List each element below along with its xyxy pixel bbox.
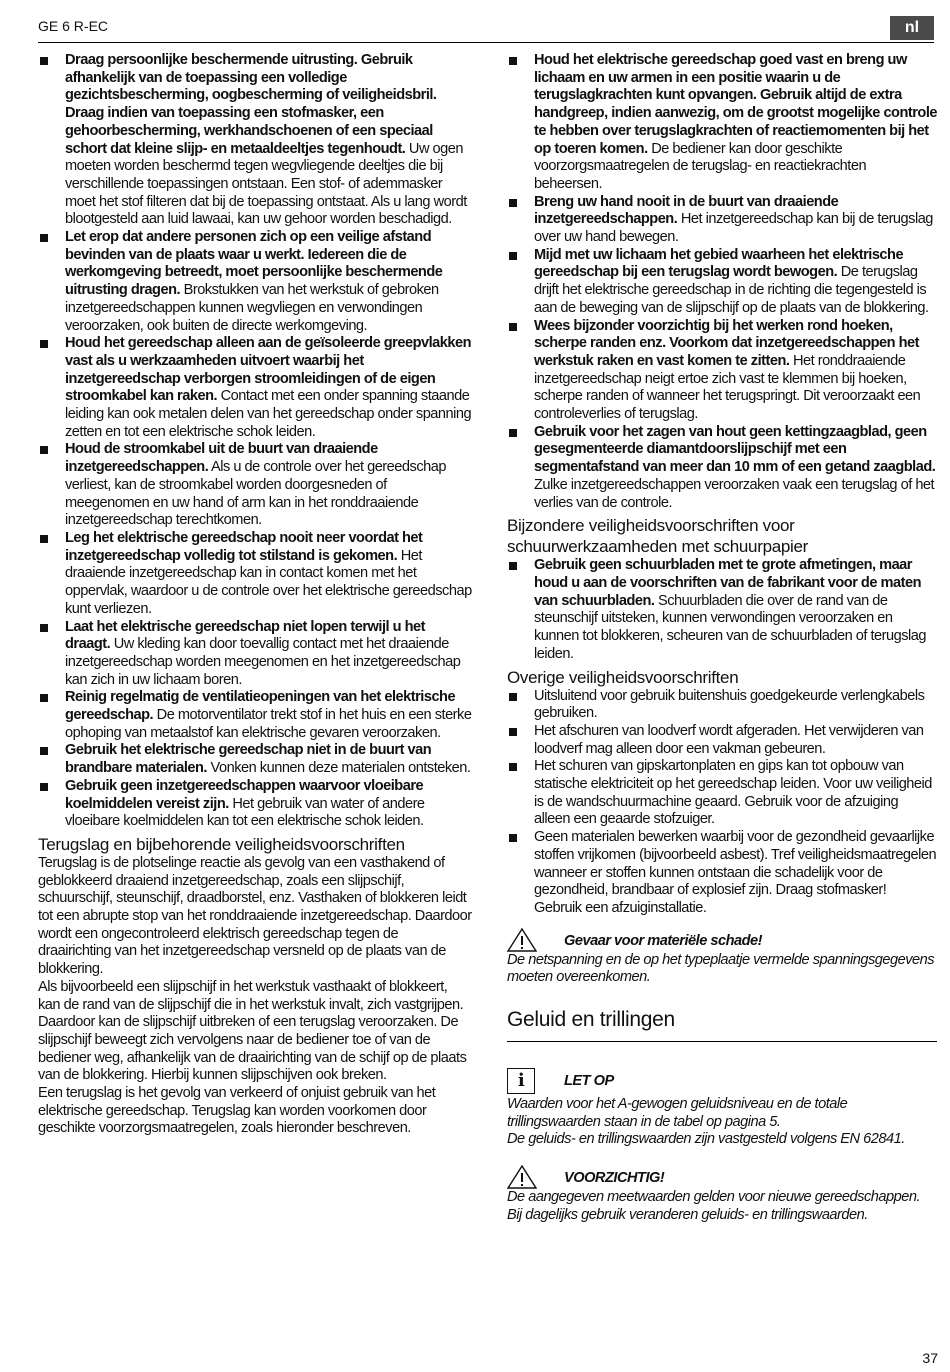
list-item: [38, 335, 472, 441]
item-text: Het gebruik van water of andere vloeibare koelmiddelen kan tot een elektrische schok leiden.: [65, 795, 425, 830]
kickback-paragraph-1: Terugslag is de plotselinge reactie als gevolg van een vasthakend of geblokkeerd draaiend inzetgereedschap, zoals een slijpschijf, schuurschijf, steunschijf, draadborstel, enz. Vasthaken of blokkeren leidt tot een abrupte stop van het ronddraaiende inzetgereedschap. Daardoor wordt een ongecontroleerd elektrisch gereedschap tegen de draairichting van het inzetgereedschap versneld op de plaats van de blokkering.: [38, 854, 472, 978]
note-text-2: De geluids- en trillingswaarden zijn vastgesteld volgens EN 62841.: [507, 1131, 905, 1148]
language-badge: nl: [890, 16, 934, 40]
square-bullet-icon: [509, 57, 517, 65]
item-bold-text: Houd de stroomkabel uit de buurt van draaiende inzetgereedschappen.: [65, 441, 378, 476]
square-bullet-icon: [509, 763, 517, 771]
list-item: [38, 742, 472, 777]
square-bullet-icon: [40, 747, 48, 755]
item-bold-text: Reinig regelmatig de ventilatieopeningen van het elektrische gereedschap.: [65, 689, 456, 724]
square-bullet-icon: [40, 340, 48, 348]
item-bold-text: Houd het elektrische gereedschap goed vast en breng uw lichaam en uw armen in een positie waarin u de terugslagkrachten kunt opvangen. Gebruik altijd de extra handgreep, indien aanwezig, om de grootst mogelijke controle te hebben over terugslagkrachten of reactiemomenten bij het op toeren komen.: [534, 52, 938, 157]
item-bold-text: Leg het elektrische gereedschap nooit neer voordat het inzetgereedschap volledig tot stilstand is gekomen.: [65, 529, 423, 564]
square-bullet-icon: [509, 429, 517, 437]
item-text: Uitsluitend voor gebruik buitenshuis goedgekeurde verlengkabels gebruiken.: [534, 687, 925, 722]
item-text: Het ronddraaiende inzetgereedschap neigt ertoe zich vast te klemmen bij hoeken, scherpe randen of wanneer het terugspringt. Dit veroorzaakt een controleverlies of terugslag.: [534, 352, 921, 423]
left-column: [38, 52, 472, 1138]
list-item: [507, 758, 937, 829]
list-item: [38, 229, 472, 335]
square-bullet-icon: [509, 323, 517, 331]
caution-text-2: Bij dagelijks gebruik veranderen geluids- en trillingswaarden.: [507, 1206, 868, 1223]
sanding-safety-list: [507, 557, 937, 663]
kickback-paragraph-3: Een terugslag is het gevolg van verkeerd of onjuist gebruik van het elektrische gereedschap. Terugslag kan worden voorkomen door geschikte voorzorgsmaatregelen, zoals hieronder beschreven.: [38, 1085, 436, 1137]
square-bullet-icon: [40, 694, 48, 702]
item-text: Het inzetgereedschap kan bij de terugslag over uw hand bewegen.: [534, 211, 933, 246]
left-safety-list: [38, 52, 472, 831]
item-bold-text: Breng uw hand nooit in de buurt van draaiende inzetgereedschappen.: [534, 193, 839, 228]
list-item: [38, 441, 472, 530]
caution-text-1: De aangegeven meetwaarden gelden voor nieuwe gereedschappen.: [507, 1189, 921, 1206]
item-bold-text: Laat het elektrische gereedschap niet lopen terwijl u het draagt.: [65, 618, 425, 653]
model-name: GE 6 R-EC: [38, 18, 109, 34]
list-item: [507, 52, 937, 194]
list-item: [38, 530, 472, 619]
list-item: [507, 318, 937, 424]
noise-heading: Geluid en trillingen: [507, 1007, 937, 1042]
warning-triangle-icon: [507, 928, 537, 952]
material-damage-title: Gevaar voor materiële schade!: [564, 932, 763, 949]
square-bullet-icon: [509, 252, 517, 260]
item-text: Brokstukken van het werkstuk of gebroken inzetgereedschappen kunnen wegvliegen en verwondingen veroorzaken, ook buiten de directe werkomgeving.: [65, 282, 439, 334]
square-bullet-icon: [40, 446, 48, 454]
item-bold-text: Gebruik het elektrische gereedschap niet in de buurt van brandbare materialen.: [65, 742, 432, 777]
square-bullet-icon: [509, 834, 517, 842]
caution-block: [507, 1165, 937, 1224]
list-item: [38, 689, 472, 742]
note-text-1: Waarden voor het A-gewogen geluidsniveau en de totale trillingswaarden staan in de tabel op pagina 5.: [507, 1096, 848, 1130]
item-bold-text: Let erop dat andere personen zich op een veilige afstand bevinden van de plaats waar u werkt. Iedereen die de werkomgeving betreedt, moet persoonlijke beschermende uitrusting dragen.: [65, 229, 443, 299]
list-item: [38, 619, 472, 690]
square-bullet-icon: [509, 728, 517, 736]
item-bold-text: Wees bijzonder voorzichtig bij het werken rond hoeken, scherpe randen enz. Voorkom dat inzetgereedschappen het werkstuk raken en vast komen te zitten.: [534, 317, 920, 369]
sanding-heading: Bijzondere veiligheidsvoorschriften voor schuurwerkzaamheden met schuurpapier: [507, 516, 809, 557]
kickback-safety-list: [507, 52, 937, 512]
info-icon: i: [507, 1068, 535, 1094]
item-text: Uw ogen moeten worden beschermd tegen wegvliegende deeltjes die bij verschillende toepassingen ontstaan. Een stof- of ademmasker moet het stof filteren dat bij de toepassing ontstaat. Als u lang wordt blootgesteld aan luid lawaai, kan uw gehoor worden beschadigd.: [65, 140, 467, 228]
caution-title: VOORZICHTIG!: [564, 1170, 665, 1187]
list-item: [507, 829, 937, 918]
item-text: Vonken kunnen deze materialen ontsteken.: [206, 760, 471, 777]
page-header: [38, 16, 934, 40]
item-text: Zulke inzetgereedschappen veroorzaken vaak een terugslag of het verlies van de controle.: [534, 476, 935, 511]
square-bullet-icon: [40, 57, 48, 65]
item-text: Het schuren van gipskartonplaten en gips kan tot opbouw van statische elektriciteit op het gereedschap leiden. Voor uw veiligheid is de wandschuurmachine geaard. Gebruik voor de afzuiging alleen een geaarde stofzuiger.: [534, 758, 932, 828]
list-item: [507, 424, 937, 513]
list-item: [38, 778, 472, 831]
item-bold-text: Gebruik geen schuurbladen met te grote afmetingen, maar houd u aan de voorschriften van de fabrikant voor de maten van schuurbladen.: [534, 557, 922, 609]
note-title: LET OP: [564, 1073, 614, 1090]
list-item: [507, 247, 937, 318]
item-bold-text: Houd het gereedschap alleen aan de geïsoleerde greepvlakken vast als u werkzaamheden uitvoert waarbij het inzetgereedschap verborgen stroomleidingen of de eigen stroomkabel kan raken.: [65, 335, 472, 405]
item-bold-text: Gebruik voor het zagen van hout geen kettingzaagblad, geen gesegmenteerde diamantdoorslijpschijf met een segmentafstand van meer dan 10 mm of een getand zaagblad.: [534, 423, 936, 476]
header-rule: [38, 42, 934, 43]
kickback-heading: Terugslag en bijbehorende veiligheidsvoorschriften: [38, 834, 405, 854]
item-bold-text: Draag persoonlijke beschermende uitrusting. Gebruik afhankelijk van de toepassing een volledige gezichtsbescherming, oogbescherming of veiligheidsbril. Draag indien van toepassing een stofmasker, een gehoorbescherming, werkhandschoenen of een speciaal schort dat kleine slijp- en metaaldeeltjes tegenhoudt.: [65, 52, 437, 157]
list-item: [507, 723, 937, 758]
square-bullet-icon: [40, 234, 48, 242]
item-text: De terugslag drijft het elektrische gereedschap in de richting die tegengesteld is aan de beweging van de slijpschijf op de plaats van de blokkering.: [534, 264, 929, 316]
item-text: De motorventilator trekt stof in het huis en een sterke ophoping van metaalstof kan elektrische gevaren veroorzaken.: [65, 707, 472, 741]
list-item: [507, 194, 937, 247]
item-text: De bediener kan door geschikte voorzorgsmaatregelen de terugslag- en reactiekrachten beheersen.: [534, 140, 867, 192]
item-text: Het afschuren van loodverf wordt afgeraden. Het verwijderen van loodverf mag alleen door een vakman gebeuren.: [534, 722, 924, 757]
item-text: Contact met een onder spanning staande leiding kan ook metalen delen van het gereedschap onder spanning zetten en tot een elektrische schok leiden.: [65, 388, 472, 440]
item-bold-text: Gebruik geen inzetgereedschappen waarvoor vloeibare koelmiddelen vereist zijn.: [65, 777, 424, 812]
item-text: Als u de controle over het gereedschap verliest, kan de stroomkabel worden doorgesneden of meegenomen en uw hand of arm kan in het ronddraaiende inzetgereedschap terechtkomen.: [65, 459, 446, 529]
square-bullet-icon: [40, 624, 48, 632]
other-safety-list: [507, 688, 937, 918]
square-bullet-icon: [509, 562, 517, 570]
item-bold-text: Mijd met uw lichaam het gebied waarheen het elektrische gereedschap bij een terugslag wordt bewogen.: [534, 246, 904, 281]
item-text: Schuurbladen die over de rand van de steunschijf uitsteken, kunnen verwondingen veroorzaken en kunnen tot blokkeren, scheuren van de schuurbladen of terugslag leiden.: [534, 592, 927, 662]
square-bullet-icon: [509, 693, 517, 701]
material-damage-warning: [507, 928, 937, 987]
list-item: [38, 52, 472, 229]
page-number: 37: [922, 1350, 938, 1366]
list-item: [507, 557, 937, 663]
right-column: [507, 52, 937, 1225]
item-text: Uw kleding kan door toevallig contact met het draaiende inzetgereedschap worden meegenomen en het inzetgereedschap kan zich in uw lichaam boren.: [65, 636, 461, 688]
square-bullet-icon: [509, 199, 517, 207]
kickback-paragraph-2: Als bijvoorbeeld een slijpschijf in het werkstuk vasthaakt of blokkeert, kan de rand van de slijpschijf die in het werkstuk invalt, zich vastgrijpen. Daardoor kan de slijpschijf uitbreken of een terugslag veroorzaken. De slijpschijf beweegt zich vervolgens naar de bediener toe of van de bediener weg, afhankelijk van de draairichting van de schijf op de plaats van de blokkering. Hierbij kunnen slijpschijven ook breken.: [38, 978, 467, 1084]
note-block: [507, 1068, 937, 1149]
warning-triangle-icon: [507, 1165, 537, 1189]
other-heading: Overige veiligheidsvoorschriften: [507, 667, 739, 687]
material-damage-text: De netspanning en de op het typeplaatje vermelde spanningsgegevens moeten overeenkomen.: [507, 951, 935, 986]
square-bullet-icon: [40, 783, 48, 791]
item-text: Het draaiende inzetgereedschap kan in contact komen met het oppervlak, waardoor u de controle over het elektrische gereedschap kunt verliezen.: [65, 547, 472, 617]
square-bullet-icon: [40, 535, 48, 543]
list-item: [507, 688, 937, 723]
item-text: Geen materialen bewerken waarbij voor de gezondheid gevaarlijke stoffen vrijkomen (bijvoorbeeld asbest). Tref veiligheidsmaatregelen wanneer er stoffen kunnen ontstaan die schadelijk voor de gezondheid, brandbaar of explosief zijn. Draag stofmasker! Gebruik een afzuiginstallatie.: [534, 829, 937, 916]
